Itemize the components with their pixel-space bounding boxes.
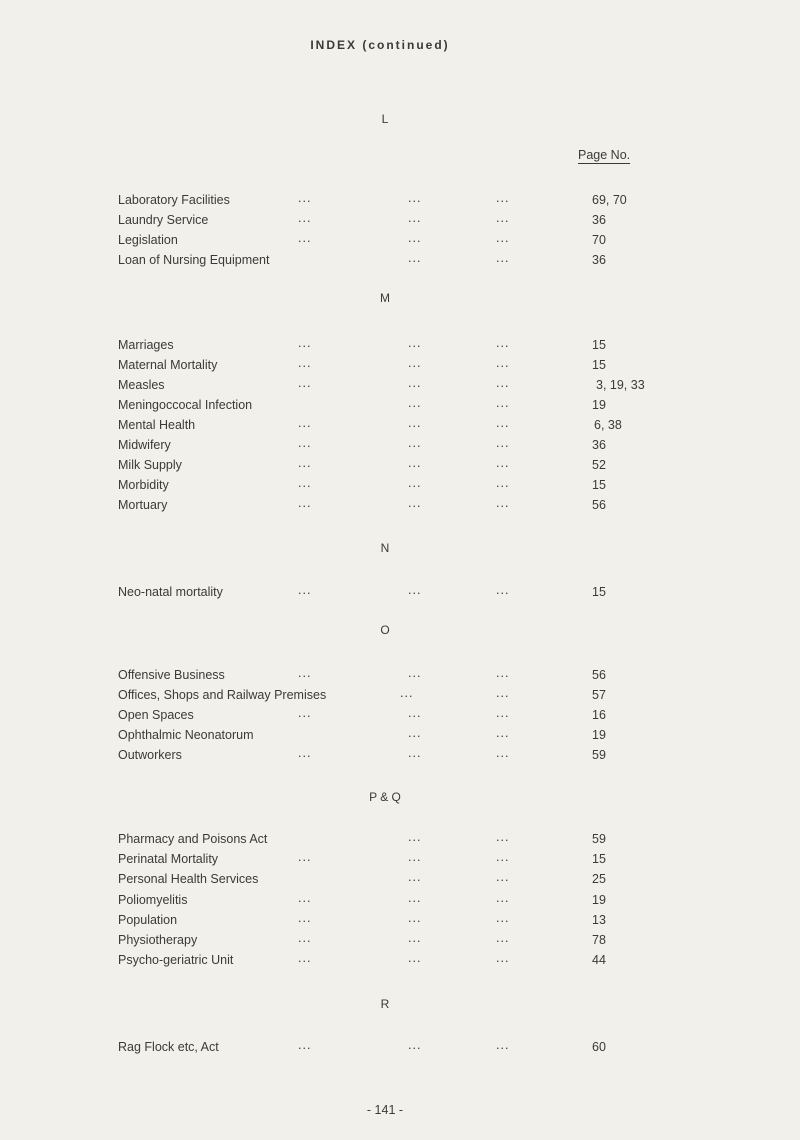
leader-dots: ... bbox=[496, 951, 510, 965]
entry-label: Offices, Shops and Railway Premises bbox=[118, 688, 327, 702]
leader-dots: ... bbox=[408, 911, 422, 925]
leader-dots: ... bbox=[496, 1038, 510, 1052]
leader-dots: ... bbox=[496, 211, 510, 225]
leader-dots: ... bbox=[496, 746, 510, 760]
leader-dots: ... bbox=[496, 850, 510, 864]
leader-dots: ... bbox=[298, 850, 312, 864]
entry-label: Open Spaces bbox=[118, 708, 194, 722]
leader-dots: ... bbox=[496, 726, 510, 740]
leader-dots: ... bbox=[408, 706, 422, 720]
entry-label: Marriages bbox=[118, 338, 174, 352]
entry-page: 69, 70 bbox=[592, 193, 627, 207]
entry-page: 78 bbox=[592, 933, 606, 947]
index-entry bbox=[118, 668, 678, 686]
leader-dots: ... bbox=[408, 746, 422, 760]
leader-dots: ... bbox=[496, 496, 510, 510]
leader-dots: ... bbox=[408, 931, 422, 945]
leader-dots: ... bbox=[408, 251, 422, 265]
entry-label: Laboratory Facilities bbox=[118, 193, 230, 207]
leader-dots: ... bbox=[298, 1038, 312, 1052]
leader-dots: ... bbox=[496, 191, 510, 205]
entry-label: Meningoccocal Infection bbox=[118, 398, 253, 412]
leader-dots: ... bbox=[298, 416, 312, 430]
index-entry bbox=[118, 338, 678, 356]
entry-label: Mortuary bbox=[118, 498, 168, 512]
index-entry bbox=[118, 478, 678, 496]
entry-page: 59 bbox=[592, 748, 606, 762]
leader-dots: ... bbox=[496, 231, 510, 245]
entry-label: Measles bbox=[118, 378, 165, 392]
entry-page: 36 bbox=[592, 213, 606, 227]
index-entry bbox=[118, 438, 678, 456]
leader-dots: ... bbox=[298, 583, 312, 597]
leader-dots: ... bbox=[496, 911, 510, 925]
entry-label: Milk Supply bbox=[118, 458, 182, 472]
entry-page: 70 bbox=[592, 233, 606, 247]
index-entry bbox=[118, 913, 678, 931]
page-number-header: Page No. bbox=[578, 148, 631, 162]
index-entry bbox=[118, 708, 678, 726]
entry-page: 60 bbox=[592, 1040, 606, 1054]
index-entry bbox=[118, 872, 678, 890]
entry-label: Rag Flock etc, Act bbox=[118, 1040, 219, 1054]
leader-dots: ... bbox=[408, 870, 422, 884]
leader-dots: ... bbox=[298, 191, 312, 205]
entry-label: Laundry Service bbox=[118, 213, 209, 227]
leader-dots: ... bbox=[496, 396, 510, 410]
leader-dots: ... bbox=[496, 891, 510, 905]
leader-dots: ... bbox=[496, 870, 510, 884]
leader-dots: ... bbox=[408, 666, 422, 680]
leader-dots: ... bbox=[408, 476, 422, 490]
leader-dots: ... bbox=[496, 476, 510, 490]
entry-page: 15 bbox=[592, 852, 606, 866]
entry-page: 59 bbox=[592, 832, 606, 846]
entry-page: 3, 19, 33 bbox=[596, 378, 645, 392]
leader-dots: ... bbox=[408, 211, 422, 225]
entry-label: Personal Health Services bbox=[118, 872, 259, 886]
index-entry bbox=[118, 458, 678, 476]
index-entry bbox=[118, 893, 678, 911]
entry-page: 15 bbox=[592, 338, 606, 352]
leader-dots: ... bbox=[298, 911, 312, 925]
leader-dots: ... bbox=[496, 666, 510, 680]
leader-dots: ... bbox=[298, 666, 312, 680]
leader-dots: ... bbox=[298, 211, 312, 225]
leader-dots: ... bbox=[298, 746, 312, 760]
entry-label: Loan of Nursing Equipment bbox=[118, 253, 270, 267]
index-title: INDEX (continued) bbox=[310, 38, 450, 52]
entry-label: Neo-natal mortality bbox=[118, 585, 223, 599]
entry-label: Population bbox=[118, 913, 178, 927]
leader-dots: ... bbox=[496, 336, 510, 350]
index-entry bbox=[118, 1040, 678, 1058]
entry-page: 15 bbox=[592, 478, 606, 492]
section-letter-n: N bbox=[380, 541, 390, 555]
index-entry bbox=[118, 728, 678, 746]
leader-dots: ... bbox=[496, 436, 510, 450]
entry-page: 16 bbox=[592, 708, 606, 722]
entry-page: 57 bbox=[592, 688, 606, 702]
index-entry bbox=[118, 253, 678, 271]
entry-page: 15 bbox=[592, 585, 606, 599]
index-entry bbox=[118, 953, 678, 971]
index-entry bbox=[118, 585, 678, 603]
index-entry bbox=[118, 748, 678, 766]
entry-page: 13 bbox=[592, 913, 606, 927]
entry-page: 36 bbox=[592, 253, 606, 267]
index-entry bbox=[118, 193, 678, 211]
leader-dots: ... bbox=[298, 706, 312, 720]
entry-label: Maternal Mortality bbox=[118, 358, 218, 372]
leader-dots: ... bbox=[408, 336, 422, 350]
leader-dots: ... bbox=[496, 251, 510, 265]
leader-dots: ... bbox=[298, 436, 312, 450]
section-letter-m: M bbox=[380, 291, 390, 305]
leader-dots: ... bbox=[408, 496, 422, 510]
leader-dots: ... bbox=[298, 336, 312, 350]
index-entry bbox=[118, 233, 678, 251]
leader-dots: ... bbox=[496, 376, 510, 390]
leader-dots: ... bbox=[408, 456, 422, 470]
entry-label: Offensive Business bbox=[118, 668, 225, 682]
entry-page: 56 bbox=[592, 498, 606, 512]
leader-dots: ... bbox=[408, 356, 422, 370]
entry-label: Perinatal Mortality bbox=[118, 852, 219, 866]
leader-dots: ... bbox=[496, 830, 510, 844]
entry-page: 56 bbox=[592, 668, 606, 682]
leader-dots: ... bbox=[298, 496, 312, 510]
index-entry bbox=[118, 852, 678, 870]
entry-label: Midwifery bbox=[118, 438, 171, 452]
entry-label: Physiotherapy bbox=[118, 933, 198, 947]
index-entry bbox=[118, 398, 678, 416]
leader-dots: ... bbox=[408, 830, 422, 844]
entry-label: Poliomyelitis bbox=[118, 893, 188, 907]
leader-dots: ... bbox=[496, 416, 510, 430]
page-number-footer: - 141 - bbox=[366, 1103, 404, 1117]
entry-label: Psycho-geriatric Unit bbox=[118, 953, 234, 967]
leader-dots: ... bbox=[496, 686, 510, 700]
index-entry bbox=[118, 688, 678, 706]
entry-label: Legislation bbox=[118, 233, 178, 247]
leader-dots: ... bbox=[408, 726, 422, 740]
leader-dots: ... bbox=[400, 686, 414, 700]
leader-dots: ... bbox=[496, 931, 510, 945]
index-entry bbox=[118, 358, 678, 376]
leader-dots: ... bbox=[408, 583, 422, 597]
entry-label: Ophthalmic Neonatorum bbox=[118, 728, 254, 742]
leader-dots: ... bbox=[298, 931, 312, 945]
leader-dots: ... bbox=[496, 456, 510, 470]
leader-dots: ... bbox=[298, 456, 312, 470]
leader-dots: ... bbox=[496, 356, 510, 370]
leader-dots: ... bbox=[298, 376, 312, 390]
leader-dots: ... bbox=[496, 583, 510, 597]
leader-dots: ... bbox=[408, 231, 422, 245]
leader-dots: ... bbox=[408, 951, 422, 965]
entry-page: 6, 38 bbox=[594, 418, 622, 432]
entry-page: 19 bbox=[592, 398, 606, 412]
entry-page: 19 bbox=[592, 728, 606, 742]
index-entry bbox=[118, 498, 678, 516]
leader-dots: ... bbox=[408, 436, 422, 450]
section-letter-o: O bbox=[380, 623, 390, 637]
entry-page: 52 bbox=[592, 458, 606, 472]
leader-dots: ... bbox=[408, 191, 422, 205]
entry-page: 15 bbox=[592, 358, 606, 372]
section-letter-pq: P & Q bbox=[369, 790, 401, 804]
index-entry bbox=[118, 832, 678, 850]
leader-dots: ... bbox=[496, 706, 510, 720]
index-entry bbox=[118, 213, 678, 231]
section-letter-r: R bbox=[380, 997, 390, 1011]
entry-page: 25 bbox=[592, 872, 606, 886]
leader-dots: ... bbox=[408, 891, 422, 905]
leader-dots: ... bbox=[408, 396, 422, 410]
entry-label: Morbidity bbox=[118, 478, 169, 492]
leader-dots: ... bbox=[298, 231, 312, 245]
leader-dots: ... bbox=[298, 891, 312, 905]
entry-page: 36 bbox=[592, 438, 606, 452]
leader-dots: ... bbox=[408, 376, 422, 390]
leader-dots: ... bbox=[298, 951, 312, 965]
leader-dots: ... bbox=[298, 476, 312, 490]
index-entry bbox=[118, 418, 678, 436]
entry-label: Outworkers bbox=[118, 748, 182, 762]
leader-dots: ... bbox=[408, 1038, 422, 1052]
entry-label: Mental Health bbox=[118, 418, 196, 432]
index-entry bbox=[118, 933, 678, 951]
leader-dots: ... bbox=[408, 416, 422, 430]
leader-dots: ... bbox=[298, 356, 312, 370]
index-entry bbox=[118, 378, 678, 396]
entry-page: 44 bbox=[592, 953, 606, 967]
entry-label: Pharmacy and Poisons Act bbox=[118, 832, 268, 846]
entry-page: 19 bbox=[592, 893, 606, 907]
section-letter-l: L bbox=[381, 112, 389, 126]
leader-dots: ... bbox=[408, 850, 422, 864]
